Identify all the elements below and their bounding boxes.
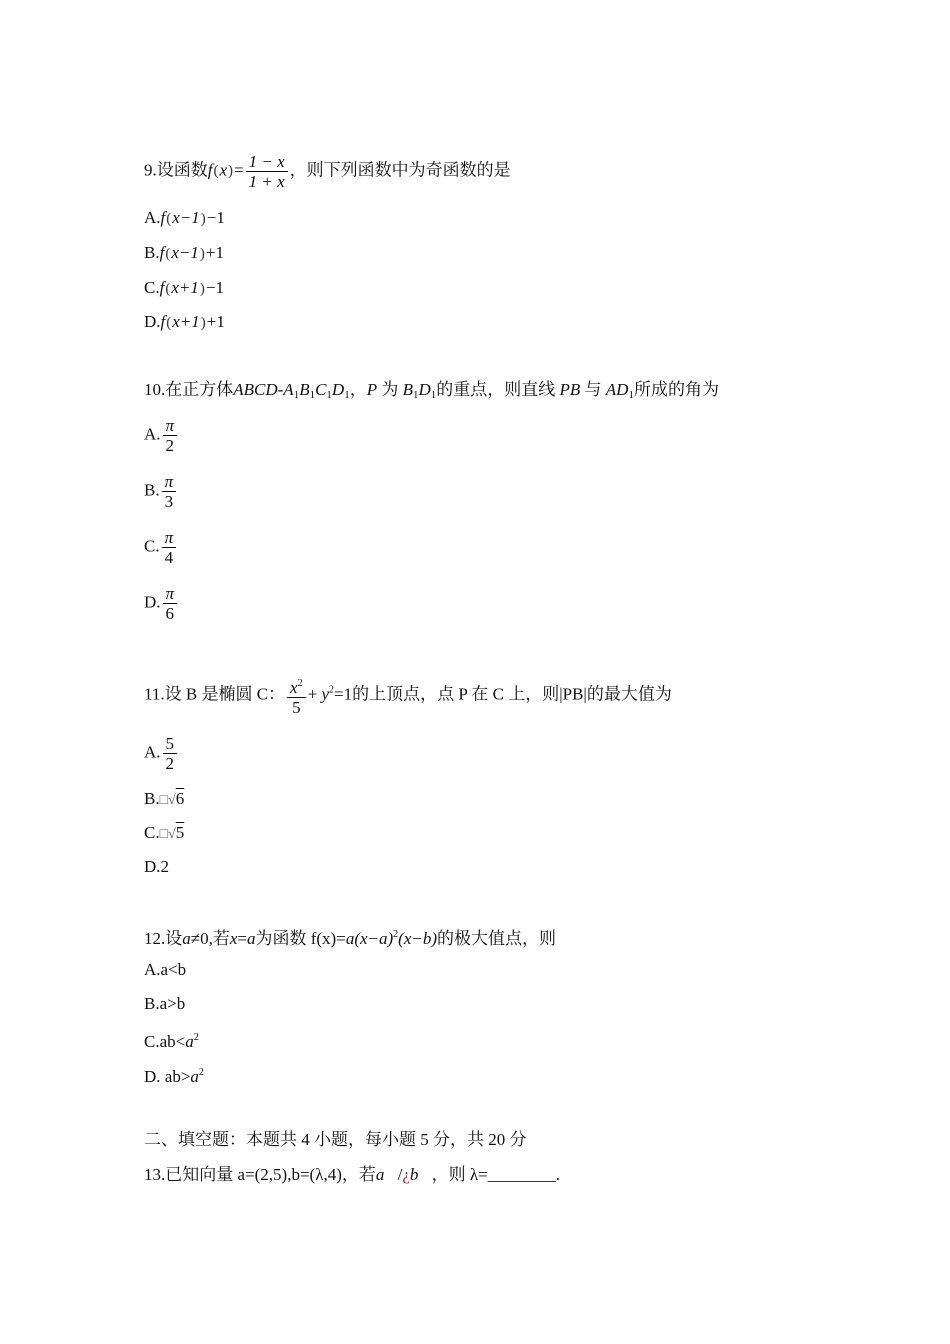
q10-option-c: C. $\frac{\pi}{4}$ bbox=[144, 528, 178, 567]
q12-option-a: A.a<b bbox=[144, 960, 187, 979]
radical-icon: □√ bbox=[159, 793, 176, 808]
q11-option-a: A. $\frac{5}{2}$ bbox=[144, 734, 179, 773]
q10-stem: 10.在正方体ABCD-$A_1B_1C_1D_1$，P 为 $B_1D_1$的重点，则直线 PB 与 $AD_1$所成的角为 bbox=[144, 380, 719, 401]
q12-option-b: B.a>b bbox=[144, 994, 186, 1013]
q9-option-c: C.f(x+1)−1 bbox=[144, 278, 224, 297]
q10-option-d: D. $\frac{\pi}{6}$ bbox=[144, 584, 179, 623]
q11-stem: 11.设 B 是椭圆 C： $\frac{x^2}{5}$ + $y^2=1$的上顶点，点 P 在 C 上，则|PB|的最大值为 bbox=[144, 674, 672, 717]
q12-option-d: D. $ab>a^2$ bbox=[144, 1067, 204, 1086]
q11-option-b: B.□√6 bbox=[144, 789, 185, 808]
q10-option-a: A. $\frac{\pi}{2}$ bbox=[144, 416, 179, 455]
q11-option-c: C.□√5 bbox=[144, 823, 185, 842]
q9-stem: 9.设函数f(x)= $\frac{1 - x}{1 + x}$ ，则下列函数中为奇函数的是 bbox=[144, 152, 511, 191]
radical-icon: □√ bbox=[159, 827, 176, 842]
q10-option-b: B. $\frac{\pi}{3}$ bbox=[144, 472, 178, 511]
q9-option-b: B.f(x−1)+1 bbox=[144, 243, 224, 262]
q12-stem: 12.设a≠0,若x=a为函数 $f(x)=a(x-a)^2(x-b)$的极大值点，则 bbox=[144, 929, 556, 948]
q13-stem: 13.已知向量 a=(2,5),b=(λ,4)，若a⃗/¿b⃗，则 λ=________. bbox=[144, 1165, 560, 1184]
q9-option-a: A.f(x−1)−1 bbox=[144, 208, 225, 227]
section-heading: 二、填空题：本题共 4 小题，每小题 5 分，共 20 分 bbox=[144, 1130, 527, 1149]
q11-fraction: $\frac{x^2}{5}$ bbox=[287, 674, 306, 717]
q11-option-d: D.2 bbox=[144, 857, 170, 876]
q9-fraction: $\frac{1 - x}{1 + x}$ bbox=[246, 152, 288, 191]
q12-option-c: $C.ab<a^2$ bbox=[144, 1032, 199, 1051]
q9-option-d: D.f(x+1)+1 bbox=[144, 312, 225, 331]
